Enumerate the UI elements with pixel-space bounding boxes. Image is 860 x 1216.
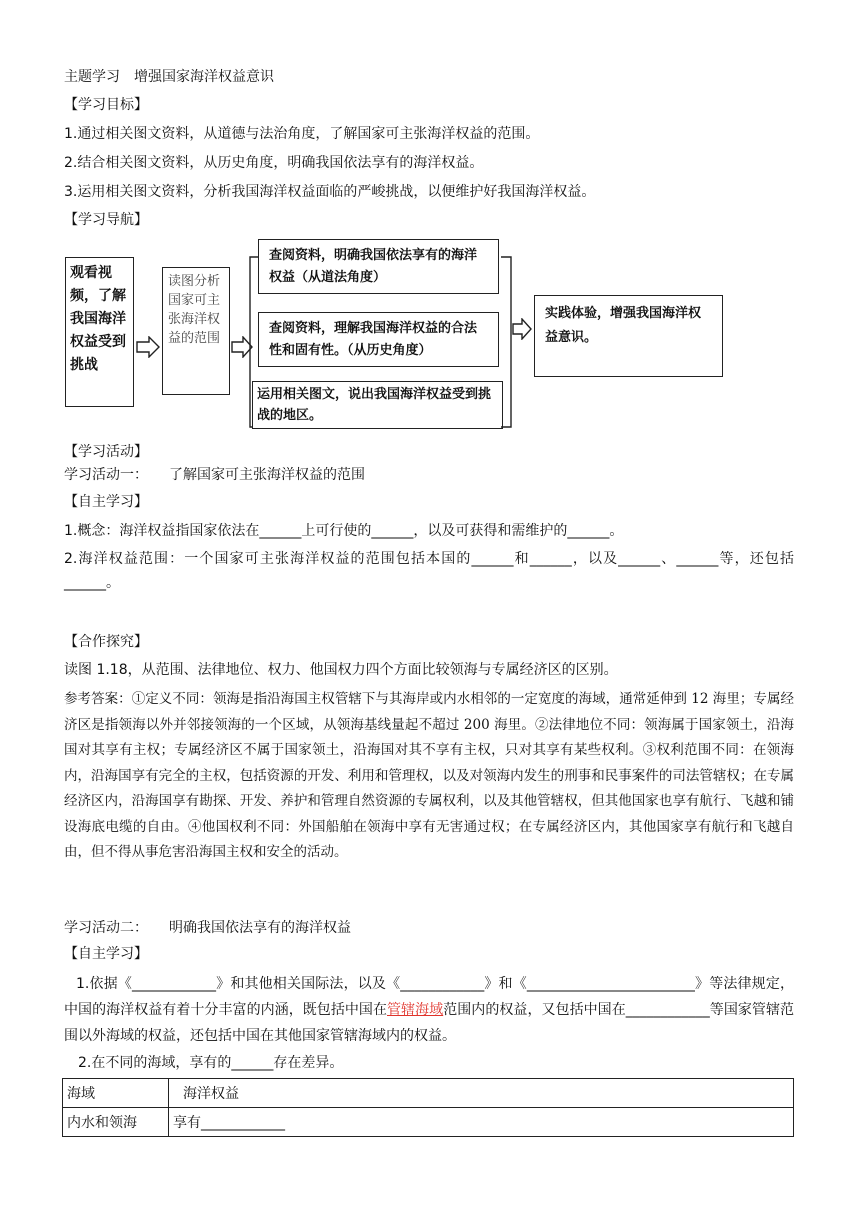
coop-answer: 参考答案：①定义不同：领海是指沿海国主权管辖下与其海岸或内水相邻的一定宽度的海域，通常延伸到 12 海里；专属经济区是指领海以外并邻接领海的一个区域，从领海基线量起不超过 200 海里。②法律地位不同：领海属于国家领土，沿海国对其享有主权；专属经济区不属于国家领土，沿海国对其不享有主权，只对其享有某些权利。③权利范围不同：在领海内，沿海国享有完全的主权，包括资源的开发、利用和管理权，以及对领海内发生的刑事和民事案件的司法管辖权；在专属经济区内，沿海国享有勘探、开发、养护和管理自然资源的专属权利，以及其他管辖权，但其他国家也享有航行、飞越和铺设海底电缆的自由。④他国权利不同：外国船舶在领海中享有无害通过权；在专属经济区内，其他国家享有航行和飞越自由，但不得从事危害沿海国主权和安全的活动。 <box>64 691 794 860</box>
activity1-title: 学习活动一： 了解国家可主张海洋权益的范围 <box>64 467 365 483</box>
flow-box-map <box>162 267 230 395</box>
coop-header: 【合作探究】 <box>64 634 148 650</box>
goal-1: 1.通过相关图文资料，从道德与法治角度，了解国家可主张海洋权益的范围。 <box>64 126 540 142</box>
table-header-cell: 海域 <box>63 1079 169 1108</box>
right-bracket <box>499 255 519 430</box>
self1-question-1: 1.概念：海洋权益指国家依法在______上可行使的______，以及可获得和需维护的______。 <box>64 523 624 539</box>
self1-question-2: 2.海洋权益范围：一个国家可主张海洋权益的范围包括本国的______和______，以及______、______等，还包括______。 <box>64 551 794 591</box>
arrow-icon <box>136 336 160 358</box>
goal-3: 3.运用相关图文资料，分析我国海洋权益面临的严峻挑战，以便维护好我国海洋权益。 <box>64 184 596 200</box>
flow-box-history <box>258 312 499 367</box>
self2-question-1-part-a: 1.依据《____________》和其他相关国际法，以及《____________》和《________________________》等法律规定，中国的海洋权益有着十分丰富的内涵，既包括中国在 <box>64 976 794 1018</box>
flow-box-challenge <box>252 381 503 429</box>
table-row <box>63 1079 794 1108</box>
arrow-icon <box>512 318 532 340</box>
coop-question: 读图 1.18，从范围、法律地位、权力、他国权力四个方面比较领海与专属经济区的区别。 <box>64 662 618 678</box>
flow-box-law <box>258 239 499 294</box>
flow-box-practice-text: 实践体验，增强我国海洋权益意识。 <box>545 306 702 345</box>
table-header-cell: 海洋权益 <box>169 1079 794 1108</box>
table-cell: 享有____________ <box>169 1108 794 1137</box>
goal-2: 2.结合相关图文资料，从历史角度，明确我国依法享有的海洋权益。 <box>64 155 484 171</box>
flow-box-law-text: 查阅资料，明确我国依法享有的海洋权益（从道法角度） <box>269 248 478 285</box>
self2-question-1-part-b: 范围内的权益，又包括中国在____________等国家管辖范围以外海域的权益，还包括中国在其他国家管辖海域内的权益。 <box>64 1002 795 1044</box>
self-study-header-2: 【自主学习】 <box>64 946 148 962</box>
activity2-title: 学习活动二： 明确我国依法享有的海洋权益 <box>64 920 351 936</box>
flow-box-map-text: 读图分析国家可主张海洋权益的范围 <box>168 274 221 346</box>
flow-box-video <box>65 257 134 407</box>
flow-box-practice <box>534 295 723 377</box>
flow-box-challenge-text: 运用相关图文，说出我国海洋权益受到挑战的地区。 <box>257 387 492 423</box>
activity-header: 【学习活动】 <box>64 444 148 460</box>
nav-header: 【学习导航】 <box>64 212 148 228</box>
page-title: 主题学习 增强国家海洋权益意识 <box>64 69 274 85</box>
goals-header: 【学习目标】 <box>64 97 148 113</box>
flow-box-history-text: 查阅资料，理解我国海洋权益的合法性和固有性。（从历史角度） <box>269 321 478 358</box>
self2-question-2: 2.在不同的海域，享有的______存在差异。 <box>78 1055 344 1071</box>
table-cell: 内水和领海 <box>63 1108 169 1137</box>
self2-question-1 <box>64 971 794 1049</box>
self-study-header: 【自主学习】 <box>64 494 148 510</box>
flow-box-video-text: 观看视频，了解我国海洋权益受到挑战 <box>70 265 126 373</box>
rights-table <box>62 1078 794 1137</box>
jurisdiction-link[interactable]: 管辖海域 <box>387 1002 444 1018</box>
table-row <box>63 1108 794 1137</box>
